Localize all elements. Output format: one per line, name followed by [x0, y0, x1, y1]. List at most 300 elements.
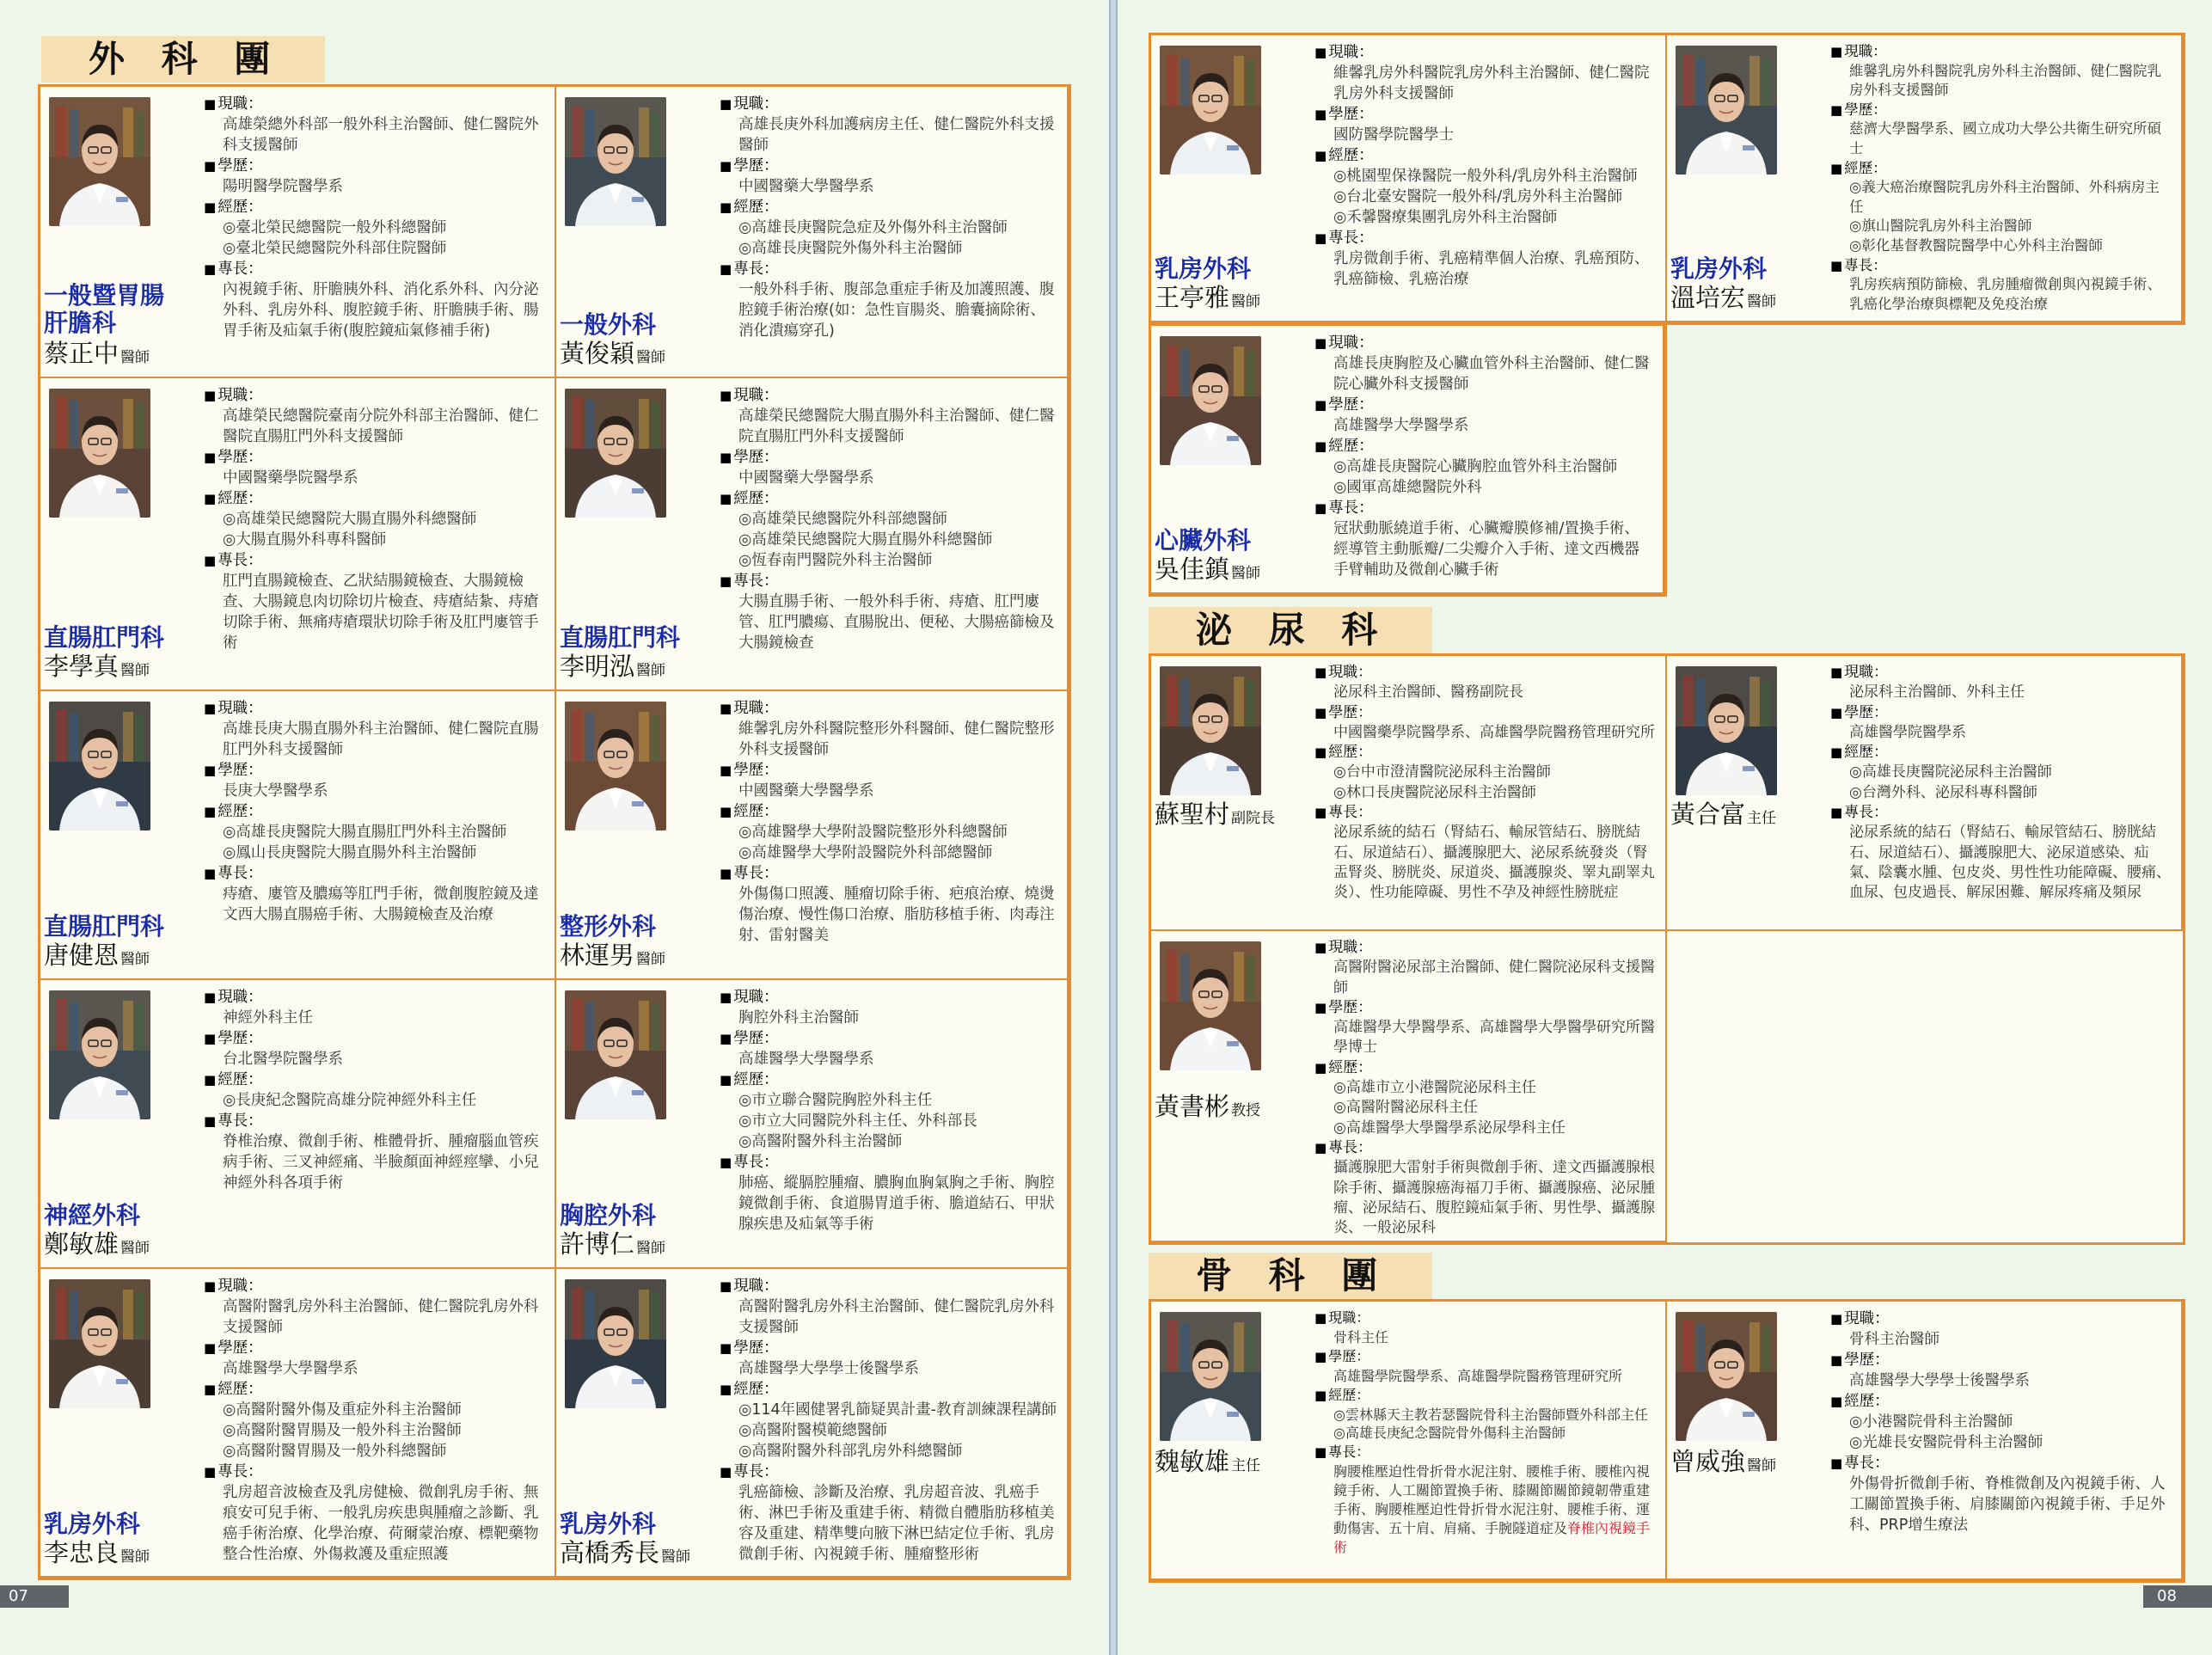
- section-title-ortho: 骨 科 團: [1149, 1253, 1432, 1299]
- current-position: 高雄長庚外科加護病房主任、健仁醫院外科支援醫師: [738, 116, 1055, 154]
- doctor-info: [1830, 42, 2172, 314]
- experience-item: ◎長庚紀念醫院高雄分院神經外科主任: [223, 1092, 477, 1109]
- label-specialty: ■ 專長：: [1314, 803, 1657, 823]
- label-specialty: ■ 專長：: [1314, 498, 1654, 518]
- doctor-photo: [565, 990, 666, 1119]
- label-experience: ■ 經歷：: [720, 801, 1058, 822]
- doctor-card: [1151, 1302, 1667, 1580]
- label-education: ■ 學歷：: [720, 1338, 1058, 1358]
- doctor-photo: [1160, 1312, 1261, 1441]
- doctor-card: [1667, 1302, 2183, 1580]
- label-education: ■ 學歷：: [1830, 703, 2172, 723]
- doctor-photo: [565, 702, 666, 831]
- label-education: ■ 學歷：: [1314, 104, 1657, 125]
- doctor-photo: [565, 97, 666, 226]
- label-specialty: ■ 專長：: [204, 1462, 546, 1482]
- experience-item: ◎旗山醫院乳房外科主治醫師: [1849, 218, 2032, 235]
- current-position: 胸腔外科主治醫師: [738, 1009, 859, 1027]
- doctor-info: [1830, 663, 2172, 904]
- experience-item: ◎臺北榮民總醫院外科部住院醫師: [223, 240, 447, 257]
- doctor-role: 醫師: [636, 662, 666, 679]
- experience-item: ◎高雄長庚醫院急症及外傷外科主治醫師: [738, 219, 1008, 236]
- label-experience: ■ 經歷：: [1830, 1391, 2172, 1412]
- label-education: ■ 學歷：: [204, 1028, 546, 1049]
- label-current: ■ 現職：: [204, 1276, 546, 1296]
- specialty-main: 胸腰椎壓迫性骨折骨水泥注射、腰椎手術、腰椎內視鏡手術、人工關節置換手術、膝關節關節鏡韌帶重建手術、胸腰椎壓迫性骨折骨水泥注射、腰椎手術、運動傷害、五十肩、肩痛、手腕隧道症及: [1333, 1463, 1651, 1536]
- specialty-text: [720, 884, 1058, 946]
- doctor-photo: [1676, 666, 1777, 795]
- doctor-role: 教授: [1231, 1101, 1261, 1119]
- label-current: ■ 現職：: [204, 698, 546, 719]
- doctor-name: [1670, 1447, 1776, 1480]
- label-current: ■ 現職：: [1314, 1309, 1657, 1328]
- doctor-name: [44, 339, 150, 372]
- current-position: 維馨乳房外科醫院乳房外科主治醫師、健仁醫院乳房外科支援醫師: [1849, 62, 2161, 99]
- doctor-name-text: 李忠良: [44, 1538, 119, 1567]
- label-education: ■ 學歷：: [1314, 1347, 1657, 1367]
- specialty-text: [1314, 518, 1654, 580]
- department-label: 直腸肛門科: [44, 912, 165, 941]
- label-current: ■ 現職：: [1830, 663, 2172, 683]
- label-education: ■ 學歷：: [1314, 703, 1657, 723]
- specialty-main: 痔瘡、廔管及膿瘍等肛門手術，微創腹腔鏡及達文西大腸直腸癌手術、大腸鏡檢查及治療: [223, 886, 539, 923]
- doctor-role: 醫師: [1747, 1457, 1777, 1475]
- label-education: ■ 學歷：: [720, 760, 1058, 781]
- doctor-photo: [49, 702, 150, 831]
- label-experience: ■ 經歷：: [1830, 159, 2172, 179]
- education-text: 中國醫藥大學醫學系: [738, 178, 874, 195]
- doctor-info: [1314, 1309, 1657, 1557]
- label-education: ■ 學歷：: [720, 1028, 1058, 1049]
- education-text: 中國醫藥學院醫學系: [223, 469, 358, 487]
- doctor-info: [1314, 333, 1654, 580]
- current-position: 高雄長庚大腸直腸外科主治醫師、健仁醫院直腸肛門外科支援醫師: [223, 720, 539, 758]
- doctor-role: 醫師: [661, 1548, 691, 1566]
- label-experience: ■ 經歷：: [204, 801, 546, 822]
- experience-item: ◎高雄市立小港醫院泌尿科主任: [1333, 1079, 1536, 1097]
- doctor-role: 醫師: [636, 951, 666, 968]
- experience-item: ◎彰化基督教醫院醫學中心外科主治醫師: [1849, 236, 2103, 254]
- specialty-text: [204, 571, 546, 653]
- education-text: 中國醫藥學院醫學系、高雄醫學院醫務管理研究所: [1333, 723, 1655, 741]
- experience-item: ◎114年國健署乳篩疑異計畫-教育訓練課程講師: [738, 1401, 1057, 1419]
- doctor-info: [1830, 1309, 2172, 1535]
- experience-item: ◎高雄長庚醫院心臟胸腔血管外科主治醫師: [1333, 458, 1618, 475]
- doctor-name: [560, 1538, 690, 1572]
- current-position: 高雄榮民總醫院臺南分院外科部主治醫師、健仁醫院直腸肛門外科支援醫師: [223, 408, 539, 445]
- doctor-role: 醫師: [120, 662, 150, 679]
- label-experience: ■ 經歷：: [1314, 1058, 1657, 1078]
- experience-item: ◎大腸直腸外科專科醫師: [223, 531, 387, 549]
- label-current: ■ 現職：: [204, 94, 546, 114]
- label-experience: ■ 經歷：: [720, 197, 1058, 218]
- specialty-main: 一般外科手術、腹部急重症手術及加護照護、腹腔鏡手術治療(如：急性盲腸炎、膽囊摘除術、消化潰瘍穿孔): [738, 281, 1055, 340]
- doctor-name-text: 黃書彬: [1155, 1091, 1230, 1121]
- label-current: ■ 現職：: [1314, 663, 1657, 683]
- specialty-main: 肺癌、縱膈腔腫瘤、膿胸血胸氣胸之手術、胸腔鏡微創手術、食道腸胃道手術、膽道結石、甲狀腺疾患及疝氣等手術: [738, 1174, 1055, 1233]
- label-current: ■ 現職：: [204, 385, 546, 406]
- specialty-main: 泌尿系統的結石（腎結石、輸尿管結石、膀胱結石、尿道結石）、攝護腺肥大、泌尿道感染、疝氣、陰囊水腫、包皮炎、男性性功能障礙、腰痛、血尿、包皮過長、解尿困難、解尿疼痛及頻尿: [1849, 824, 2171, 902]
- specialty-main: 冠狀動脈繞道手術、心臟瓣膜修補/置換手術、經導管主動脈瓣/二尖瓣介入手術、達文西機器手臂輔助及微創心臟手術: [1333, 520, 1639, 579]
- doctor-name: [560, 941, 665, 974]
- label-specialty: ■ 專長：: [1830, 256, 2172, 276]
- label-experience: ■ 經歷：: [1314, 1386, 1657, 1406]
- doctor-photo: [1160, 941, 1261, 1070]
- experience-item: ◎市立聯合醫院胸腔外科主任: [738, 1092, 933, 1109]
- doctor-info: [720, 698, 1058, 946]
- specialty-text: [720, 1482, 1058, 1565]
- specialty-main: 外傷傷口照護、腫瘤切除手術、疤痕治療、燒燙傷治療、慢性傷口治療、脂肪移植手術、肉毒注射、雷射醫美: [738, 886, 1055, 944]
- doctor-role: 醫師: [1231, 565, 1261, 582]
- specialty-main: 乳房超音波檢查及乳房健檢、微創乳房手術、無痕安可兒手術、一般乳房疾患與腫瘤之診斷、乳癌手術治療、化學治療、荷爾蒙治療、標靶藥物整合性治療、外傷救護及重症照護: [223, 1484, 539, 1563]
- doctor-name-text: 溫培宏: [1670, 283, 1746, 312]
- experience-item: ◎臺北榮民總醫院一般外科總醫師: [223, 219, 447, 236]
- department-label: 一般外科: [560, 310, 657, 339]
- label-specialty: ■ 專長：: [1314, 228, 1657, 248]
- specialty-text: [1314, 1158, 1657, 1238]
- doctor-card: [40, 87, 556, 378]
- current-position: 高雄長庚胸腔及心臟血管外科主治醫師、健仁醫院心臟外科支援醫師: [1333, 355, 1650, 393]
- label-specialty: ■ 專長：: [720, 259, 1058, 279]
- label-experience: ■ 經歷：: [204, 1379, 546, 1400]
- department-label: 整形外科: [560, 912, 657, 941]
- doctor-role: 醫師: [120, 1548, 150, 1566]
- experience-item: ◎高雄榮民總醫院外科部總醫師: [738, 511, 947, 528]
- label-experience: ■ 經歷：: [1830, 743, 2172, 763]
- label-experience: ■ 經歷：: [204, 1070, 546, 1090]
- label-experience: ■ 經歷：: [1314, 145, 1657, 166]
- label-current: ■ 現職：: [1314, 333, 1654, 353]
- specialty-highlight: 脊椎內視鏡手術: [1333, 1519, 1651, 1555]
- label-education: ■ 學歷：: [204, 760, 546, 781]
- doctor-info: [204, 987, 546, 1193]
- education-text: 台北醫學院醫學系: [223, 1051, 343, 1068]
- doctor-card: [556, 1269, 1069, 1578]
- education-text: 高雄醫學大學醫學系、高雄醫學大學醫學研究所醫學博士: [1333, 1019, 1655, 1057]
- label-specialty: ■ 專長：: [204, 863, 546, 884]
- label-current: ■ 現職：: [1830, 1309, 2172, 1329]
- department-label: 直腸肛門科: [44, 623, 165, 652]
- education-text: 陽明醫學院醫學系: [223, 178, 343, 195]
- experience-item: ◎禾馨醫療集團乳房外科主治醫師: [1333, 209, 1558, 226]
- specialty-text: [720, 1173, 1058, 1235]
- doctor-info: [204, 385, 546, 653]
- current-position: 泌尿科主治醫師、外科主任: [1849, 683, 2025, 702]
- doctor-info: [720, 94, 1058, 341]
- experience-item: ◎台中市澄清醫院泌尿科主治醫師: [1333, 763, 1551, 782]
- label-experience: ■ 經歷：: [1314, 743, 1657, 763]
- experience-item: ◎高醫附醫胃腸及一般外科主治醫師: [223, 1422, 462, 1439]
- specialty-main: 肛門直腸鏡檢查、乙狀結腸鏡檢查、大腸鏡檢查、大腸鏡息肉切除切片檢查、痔瘡結紮、痔瘡切除手術、無痛痔瘡環狀切除手術及肛門廔管手術: [223, 573, 539, 652]
- label-education: ■ 學歷：: [1314, 395, 1654, 415]
- doctor-name-text: 魏敏雄: [1155, 1447, 1230, 1477]
- label-experience: ■ 經歷：: [204, 488, 546, 509]
- doctor-name: [44, 652, 150, 685]
- doctor-name: [1155, 1092, 1260, 1125]
- doctor-photo: [1160, 46, 1261, 175]
- label-specialty: ■ 專長：: [1314, 1443, 1657, 1462]
- doctor-role: 醫師: [636, 349, 666, 366]
- doctor-card: [1667, 656, 2183, 931]
- education-text: 高雄醫學大學醫學系: [738, 1051, 874, 1068]
- doctor-photo: [565, 389, 666, 518]
- doctor-name-text: 吳佳鎮: [1155, 555, 1230, 584]
- education-text: 國防醫學院醫學士: [1333, 126, 1454, 144]
- doctor-role: 醫師: [1231, 293, 1261, 310]
- doctor-role: 主任: [1747, 810, 1777, 828]
- doctor-info: [720, 987, 1058, 1235]
- experience-item: ◎市立大同醫院外科主任、外科部長: [738, 1113, 977, 1130]
- doctor-card: [556, 87, 1069, 378]
- education-text: 慈濟大學醫學系、國立成功大學公共衛生研究所碩士: [1849, 120, 2161, 156]
- specialty-text: [204, 1131, 546, 1193]
- doctor-name: [44, 941, 150, 974]
- current-position: 泌尿科主治醫師、醫務副院長: [1333, 683, 1523, 702]
- doctor-name: [1670, 283, 1776, 316]
- experience-item: ◎高雄長庚紀念醫院骨外傷科主治醫師: [1333, 1425, 1566, 1442]
- doctor-name-text: 高橋秀長: [560, 1538, 660, 1567]
- label-specialty: ■ 專長：: [1830, 1453, 2172, 1474]
- experience-item: ◎高醫附醫泌尿科主任: [1333, 1099, 1478, 1117]
- current-position: 高雄榮總外科部一般外科主治醫師、健仁醫院外科支援醫師: [223, 116, 539, 154]
- doctor-photo: [1676, 46, 1777, 175]
- doctor-info: [720, 1276, 1058, 1565]
- doctor-name-text: 李學真: [44, 652, 119, 681]
- education-text: 中國醫藥大學醫學系: [738, 469, 874, 487]
- education-text: 高雄醫學大學學士後醫學系: [738, 1360, 919, 1377]
- education-text: 中國醫藥大學醫學系: [738, 782, 874, 800]
- doctor-role: 醫師: [1747, 293, 1777, 310]
- doctor-name-text: 蔡正中: [44, 339, 119, 368]
- label-education: ■ 學歷：: [1830, 1350, 2172, 1370]
- specialty-text: [204, 884, 546, 925]
- experience-item: ◎高醫附醫外科部乳房外科總醫師: [738, 1443, 963, 1460]
- section-title-urology: 泌 尿 科: [1149, 607, 1432, 653]
- doctor-name: [1670, 800, 1776, 833]
- doctor-photo: [49, 389, 150, 518]
- experience-item: ◎高醫附醫模範總醫師: [738, 1422, 887, 1439]
- education-text: 高雄醫學大學學士後醫學系: [1849, 1372, 2030, 1389]
- label-current: ■ 現職：: [720, 94, 1058, 114]
- specialty-text: [1314, 248, 1657, 290]
- education-text: 長庚大學醫學系: [223, 782, 328, 800]
- doctor-card: [556, 378, 1069, 691]
- experience-item: ◎恆春南門醫院外科主治醫師: [738, 552, 933, 569]
- label-specialty: ■ 專長：: [720, 863, 1058, 884]
- page-spine: [1109, 0, 1118, 1655]
- doctor-name: [560, 652, 665, 685]
- current-position: 維馨乳房外科醫院整形外科醫師、健仁醫院整形外科支援醫師: [738, 720, 1055, 758]
- specialty-main: 乳房疾病預防篩檢、乳房腫瘤微創與內視鏡手術、乳癌化學治療與標靶及免疫治療: [1849, 276, 2161, 312]
- experience-item: ◎小港醫院骨科主治醫師: [1849, 1413, 2013, 1431]
- doctor-name-text: 黃俊穎: [560, 339, 635, 368]
- department-label: 神經外科: [44, 1201, 141, 1229]
- current-position: 骨科主任: [1333, 1328, 1389, 1345]
- current-position: 高醫附醫泌尿部主治醫師、健仁醫院泌尿科支援醫師: [1333, 959, 1655, 996]
- current-position: 高醫附醫乳房外科主治醫師、健仁醫院乳房外科支援醫師: [223, 1298, 539, 1336]
- experience-item: ◎高醫附醫外科主治醫師: [738, 1133, 903, 1150]
- doctor-card: [1667, 35, 2183, 322]
- experience-item: ◎台灣外科、泌尿科專科醫師: [1849, 783, 2037, 801]
- doctor-name: [560, 339, 665, 372]
- experience-item: ◎高雄醫學大學附設醫院整形外科總醫師: [738, 824, 1008, 841]
- label-specialty: ■ 專長：: [1314, 1138, 1657, 1158]
- label-current: ■ 現職：: [1314, 938, 1657, 958]
- doctor-card: [556, 691, 1069, 980]
- label-education: ■ 學歷：: [720, 156, 1058, 176]
- label-education: ■ 學歷：: [204, 447, 546, 468]
- experience-item: ◎台北臺安醫院一般外科/乳房外科主治醫師: [1333, 188, 1623, 205]
- page-number-right: 08: [2143, 1585, 2212, 1608]
- label-specialty: ■ 專長：: [720, 571, 1058, 592]
- experience-item: ◎高醫附醫外傷及重症外科主治醫師: [223, 1401, 462, 1419]
- doctor-info: [1314, 42, 1657, 290]
- doctor-card: [556, 980, 1069, 1269]
- label-education: ■ 學歷：: [204, 1338, 546, 1358]
- page-number-left: 07: [0, 1585, 69, 1608]
- specialty-text: [720, 279, 1058, 341]
- label-specialty: ■ 專長：: [720, 1152, 1058, 1173]
- doctor-photo: [49, 1279, 150, 1408]
- department-label: 乳房外科: [44, 1510, 141, 1538]
- label-specialty: ■ 專長：: [204, 259, 546, 279]
- current-position: 骨科主治醫師: [1849, 1331, 1939, 1348]
- experience-item: ◎高醫附醫胃腸及一般外科總醫師: [223, 1443, 447, 1460]
- label-specialty: ■ 專長：: [204, 550, 546, 571]
- doctor-info: [1314, 663, 1657, 904]
- label-current: ■ 現職：: [204, 987, 546, 1008]
- experience-item: ◎光雄長安醫院骨科主治醫師: [1849, 1434, 2043, 1451]
- education-text: 高雄醫學大學醫學系: [1333, 417, 1469, 434]
- department-label: 乳房外科: [560, 1510, 657, 1538]
- doctor-photo: [1160, 666, 1261, 795]
- experience-item: ◎高雄長庚醫院大腸直腸肛門外科主治醫師: [223, 824, 507, 841]
- specialty-main: 外傷骨折微創手術、脊椎微創及內視鏡手術、人工關節置換手術、肩膝關節內視鏡手術、手足外科、PRP增生療法: [1849, 1475, 2166, 1534]
- label-education: ■ 學歷：: [204, 156, 546, 176]
- experience-item: ◎雲林縣天主教若瑟醫院骨科主治醫師暨外科部主任: [1333, 1406, 1648, 1423]
- department-label: 胸腔外科: [560, 1201, 657, 1229]
- label-current: ■ 現職：: [720, 698, 1058, 719]
- experience-item: ◎高雄醫學大學附設醫院外科部總醫師: [738, 844, 993, 861]
- specialty-text: [1314, 1462, 1657, 1557]
- specialty-main: 攝護腺肥大雷射手術與微創手術、達文西攝護腺根除手術、攝護腺癌海福刀手術、攝護腺癌、泌尿腫瘤、泌尿結石、腹腔鏡疝氣手術、男性學、攝護腺炎、一般泌尿科: [1333, 1159, 1655, 1237]
- doctor-name-text: 曾威強: [1670, 1447, 1746, 1477]
- doctor-photo: [49, 97, 150, 226]
- doctor-name: [1155, 1447, 1260, 1480]
- doctor-role: 主任: [1231, 1457, 1261, 1475]
- label-experience: ■ 經歷：: [720, 1379, 1058, 1400]
- specialty-text: [1830, 823, 2172, 903]
- doctor-role: 副院長: [1231, 810, 1276, 828]
- specialty-main: 泌尿系統的結石（腎結石、輸尿管結石、膀胱結石、尿道結石）、攝護腺肥大、泌尿系統發炎（腎盂腎炎、膀胱炎、尿道炎、攝護腺炎、睪丸副睪丸炎）、性功能障礙、男性不孕及神經性膀胱症: [1333, 824, 1655, 902]
- doctor-info: [204, 698, 546, 925]
- label-specialty: ■ 專長：: [720, 1462, 1058, 1482]
- doctor-name: [44, 1229, 150, 1263]
- label-current: ■ 現職：: [720, 1276, 1058, 1296]
- doctor-photo: [1160, 336, 1261, 465]
- label-current: ■ 現職：: [720, 987, 1058, 1008]
- department-label: 乳房外科: [1155, 254, 1252, 283]
- label-specialty: ■ 專長：: [204, 1111, 546, 1131]
- doctor-name-text: 唐健恩: [44, 941, 119, 970]
- doctor-info: [204, 94, 546, 341]
- education-text: 高雄醫學院醫學系: [1849, 723, 1966, 741]
- section-title-surgery: 外 科 團: [41, 36, 325, 83]
- doctor-name-text: 李明泓: [560, 652, 635, 681]
- education-text: 高雄醫學院醫學系、高雄醫學院醫務管理研究所: [1333, 1367, 1623, 1384]
- specialty-text: [720, 592, 1058, 653]
- doctor-card: [1151, 326, 1664, 594]
- doctor-name-text: 黃合富: [1670, 800, 1746, 830]
- doctor-name-text: 林運男: [560, 941, 635, 970]
- department-label: 乳房外科: [1670, 254, 1768, 283]
- doctor-card: [1151, 35, 1667, 322]
- doctor-card: [40, 378, 556, 691]
- doctor-name-text: 鄭敏雄: [44, 1229, 119, 1259]
- doctor-name: [1155, 283, 1260, 316]
- label-specialty: ■ 專長：: [1830, 803, 2172, 823]
- doctor-role: 醫師: [636, 1240, 666, 1257]
- doctor-info: [720, 385, 1058, 653]
- department-label: 直腸肛門科: [560, 623, 681, 652]
- doctor-card: [1151, 931, 1667, 1242]
- experience-item: ◎高雄榮民總醫院大腸直腸外科總醫師: [223, 511, 477, 528]
- specialty-text: [1830, 1474, 2172, 1535]
- specialty-text: [1314, 823, 1657, 903]
- department-label: 一般暨胃腸肝膽科: [44, 281, 165, 337]
- doctor-name-text: 蘇聖村: [1155, 800, 1230, 830]
- doctor-role: 醫師: [120, 1240, 150, 1257]
- doctor-name: [1155, 555, 1260, 588]
- current-position: 高雄榮民總醫院大腸直腸外科主治醫師、健仁醫院直腸肛門外科支援醫師: [738, 408, 1055, 445]
- experience-item: ◎義大癌治療醫院乳房外科主治醫師、外科病房主任: [1849, 179, 2160, 215]
- doctor-role: 醫師: [120, 951, 150, 968]
- doctor-card: [40, 691, 556, 980]
- experience-item: ◎高雄榮民總醫院大腸直腸外科總醫師: [738, 531, 993, 549]
- specialty-main: 脊椎治療、微創手術、椎體骨折、腫瘤腦血管疾病手術、三叉神經痛、半臉顏面神經痙攣、小兒神經外科各項手術: [223, 1133, 539, 1192]
- experience-item: ◎高雄長庚醫院泌尿科主治醫師: [1849, 763, 2052, 782]
- education-text: 高雄醫學大學醫學系: [223, 1360, 358, 1377]
- specialty-main: 內視鏡手術、肝膽胰外科、消化系外科、內分泌外科、乳房外科、腹腔鏡手術、肝膽胰手術、腸胃手術及疝氣手術(腹腔鏡疝氣修補手術): [223, 281, 539, 340]
- doctor-name: [1155, 800, 1275, 833]
- label-current: ■ 現職：: [1830, 42, 2172, 62]
- doctor-card: [40, 1269, 556, 1578]
- label-current: ■ 現職：: [720, 385, 1058, 406]
- label-education: ■ 學歷：: [720, 447, 1058, 468]
- doctor-photo: [565, 1279, 666, 1408]
- label-experience: ■ 經歷：: [204, 197, 546, 218]
- specialty-main: 乳癌篩檢、診斷及治療、乳房超音波、乳癌手術、淋巴手術及重建手術、精微自體脂肪移植美容及重建、精準雙向腋下淋巴結定位手術、乳房微創手術、內視鏡手術、腫瘤整形術: [738, 1484, 1055, 1563]
- specialty-text: [1830, 275, 2172, 314]
- doctor-name: [560, 1229, 665, 1263]
- doctor-photo: [1676, 1312, 1777, 1441]
- department-label: 心臟外科: [1155, 526, 1252, 555]
- experience-item: ◎林口長庚醫院泌尿科主治醫師: [1333, 783, 1536, 801]
- experience-item: ◎桃園聖保祿醫院一般外科/乳房外科主治醫師: [1333, 168, 1638, 185]
- label-experience: ■ 經歷：: [1314, 436, 1654, 457]
- doctor-name-text: 王亭雅: [1155, 283, 1230, 312]
- specialty-text: [204, 279, 546, 341]
- label-education: ■ 學歷：: [1830, 101, 2172, 120]
- label-experience: ■ 經歷：: [720, 1070, 1058, 1090]
- doctor-card: [1151, 656, 1667, 931]
- experience-item: ◎國軍高雄總醫院外科: [1333, 479, 1482, 496]
- specialty-main: 乳房微創手術、乳癌精準個人治療、乳癌預防、乳癌篩檢、乳癌治療: [1333, 250, 1650, 288]
- doctor-name-text: 許博仁: [560, 1229, 635, 1259]
- doctor-photo: [49, 990, 150, 1119]
- current-position: 高醫附醫乳房外科主治醫師、健仁醫院乳房外科支援醫師: [738, 1298, 1055, 1336]
- experience-item: ◎高雄醫學大學醫學系泌尿學科主任: [1333, 1119, 1566, 1137]
